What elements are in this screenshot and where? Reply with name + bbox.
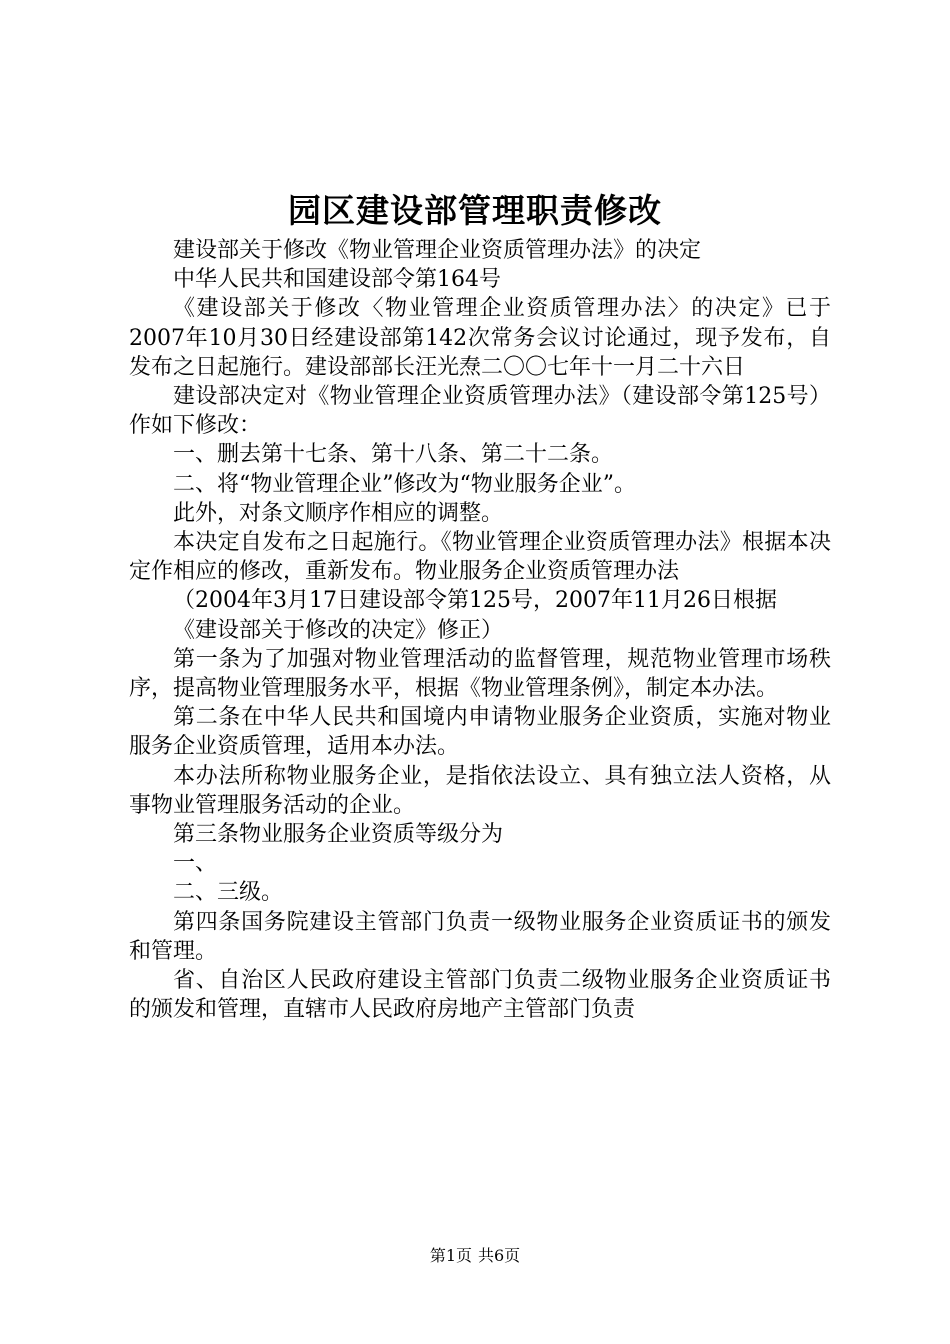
paragraph: 第二条在中华人民共和国境内申请物业服务企业资质，实施对物业服务企业资质管理，适用本办法。 [129,705,831,760]
page-total: 共6页 [478,1246,521,1265]
paragraph: 建设部关于修改《物业管理企业资质管理办法》的决定 [173,238,702,263]
paragraph: 第三条物业服务企业资质等级分为 [173,822,504,848]
paragraph: 中华人民共和国建设部令第164号 [173,267,501,293]
paragraph: 此外，对条文顺序作相应的调整。 [173,500,504,526]
paragraph: 省、自治区人民政府建设主管部门负责二级物业服务企业资质证书的颁发和管理，直辖市人民政府房地产主管部门负责 [129,968,831,1023]
paragraph: 建设部决定对《物业管理企业资质管理办法》（建设部令第125号）作如下修改： [129,384,831,439]
paragraph: 二、将“物业管理企业”修改为“物业服务企业”。 [173,471,636,497]
paragraph: 一、删去第十七条、第十八条、第二十二条。 [173,442,614,468]
page-number: 第1页 [429,1246,472,1265]
paragraph: 第一条为了加强对物业管理活动的监督管理，规范物业管理市场秩序，提高物业管理服务水平，根据《物业管理条例》，制定本办法。 [129,646,831,702]
paragraph: 本决定自发布之日起施行。《物业管理企业资质管理办法》根据本决定作相应的修改，重新发布。物业服务企业资质管理办法 [129,530,831,585]
page-footer [0,1243,950,1266]
document-body [129,236,831,1024]
paragraph: （2004年3月17日建设部令第125号，2007年11月26日根据 [173,588,777,614]
paragraph: 一、 [173,851,218,877]
paragraph: 《建设部关于修改〈物业管理企业资质管理办法〉的决定》已于2007年10月30日经建设部第142次常务会议讨论通过，现予发布，自发布之日起施行。建设部部长汪光焘二〇〇七年十一月二十六日 [129,296,831,380]
paragraph: 《建设部关于修改的决定》修正） [173,617,504,643]
paragraph: 第四条国务院建设主管部门负责一级物业服务企业资质证书的颁发和管理。 [129,909,831,964]
paragraph: 本办法所称物业服务企业，是指依法设立、具有独立法人资格，从事物业管理服务活动的企业。 [129,763,831,818]
document-title: 园区建设部管理职责修改 [288,191,662,230]
paragraph: 二、三级。 [173,880,284,906]
